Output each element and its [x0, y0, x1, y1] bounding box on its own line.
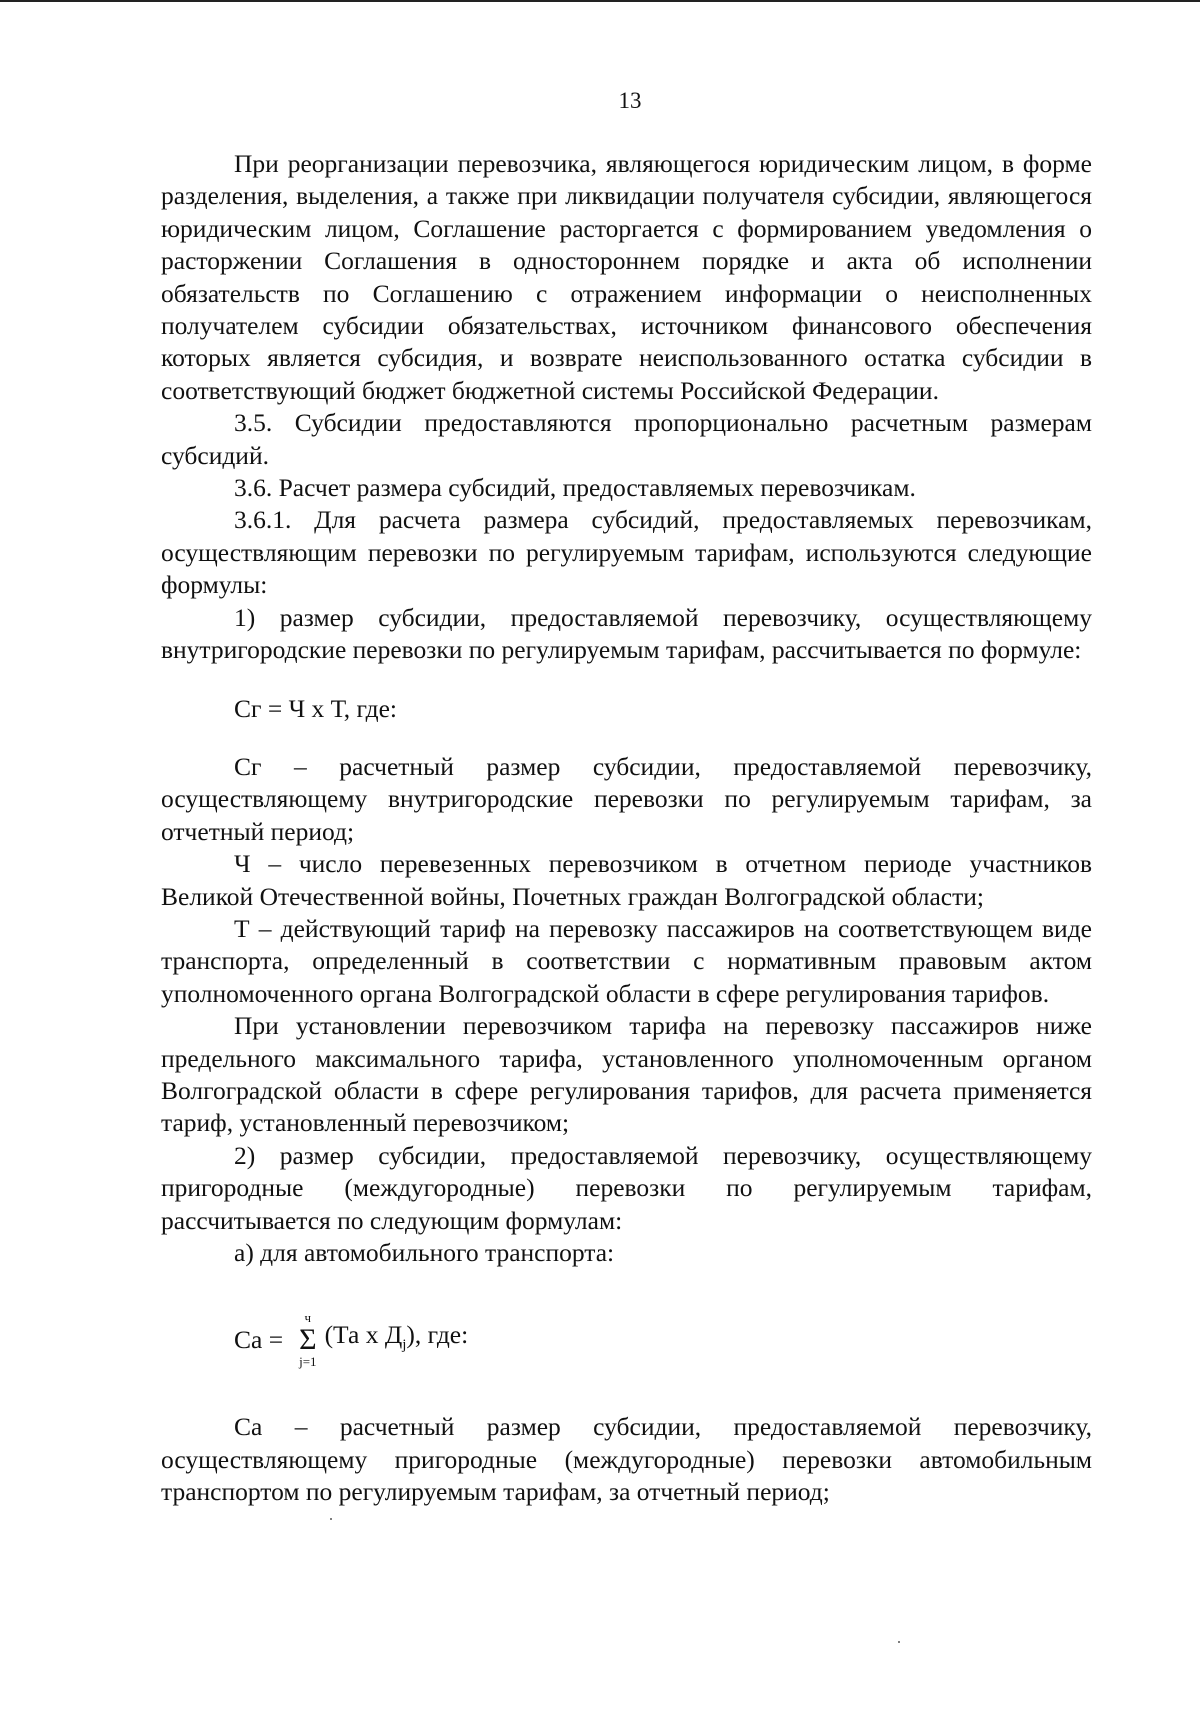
sigma-icon: Σ: [299, 1323, 317, 1357]
sum-lower-limit: j=1: [299, 1354, 317, 1370]
formula-sa-body: [325, 1319, 469, 1362]
paragraph-sa-definition: Са – расчетный размер субсидии, предоставляемой перевозчику, осуществляющему пригородные (междугородные) перевозки автомобильным транспортом по регулируемым тарифам, за отчетный период;: [161, 1412, 1092, 1507]
paragraph-reorganization: При реорганизации перевозчика, являющегося юридическим лицом, в форме разделения, выделения, а также при ликвидации получателя субсидии, являющегося юридическим лицом, Соглашение расторгается с формированием уведомления о расторжении Соглашения в одностороннем порядке и акта об исполнении обязательств по Соглашению с отражением информации о неисполненных получателем субсидии обязательствах, источником финансового обеспечения которых является субсидия, и возврате неиспользованного остатка субсидии в соответствующий бюджет бюджетной системы Российской Федерации.: [161, 149, 1092, 405]
paragraph-item-2: 2) размер субсидии, предоставляемой перевозчику, осуществляющему пригородные (междугородные) перевозки по регулируемым тарифам, рассчитывается по следующим формулам:: [161, 1140, 1092, 1235]
scan-speck: [898, 1641, 900, 1643]
sum-upper-limit: ч: [304, 1310, 312, 1326]
paragraph-sg-definition: Сг – расчетный размер субсидии, предоставляемой перевозчику, осуществляющему внутригородские перевозки по регулируемым тарифам, за отчетный период;: [161, 751, 1092, 846]
page-number: 13: [618, 88, 642, 113]
formula-sa-left: Са =: [234, 1325, 284, 1355]
summation-symbol: [299, 1311, 316, 1369]
formula-sa-subscript: j: [402, 1337, 407, 1354]
scan-speck: [330, 1518, 332, 1520]
formula-sg: Сг = Ч х Т, где:: [234, 693, 398, 723]
paragraph-3-5: 3.5. Субсидии предоставляются пропорционально расчетным размерам субсидий.: [161, 408, 1092, 470]
formula-sa: [161, 1295, 1092, 1385]
document-body: [161, 148, 1092, 1509]
formula-sa-tail: ), где:: [406, 1320, 469, 1350]
paragraph-3-6: 3.6. Расчет размера субсидий, предоставляемых перевозчикам.: [234, 473, 916, 503]
paragraph-t-definition: Т – действующий тариф на перевозку пассажиров на соответствующем виде транспорта, определенный в соответствии с нормативным правовым актом уполномоченного органа Волгоградской области в сфере регулирования тарифов.: [161, 913, 1092, 1008]
formula-sa-term: (Та х Д: [324, 1320, 403, 1350]
paragraph-item-1: 1) размер субсидии, предоставляемой перевозчику, осуществляющему внутригородские перевозки по регулируемым тарифам, рассчитывается по формуле:: [161, 602, 1092, 665]
scan-top-edge: [0, 0, 1200, 2]
paragraph-item-2a: а) для автомобильного транспорта:: [234, 1238, 615, 1267]
paragraph-3-6-1: 3.6.1. Для расчета размера субсидий, предоставляемых перевозчикам, осуществляющим перевозки по регулируемым тарифам, используются следующие формулы:: [161, 505, 1092, 600]
paragraph-ch-definition: Ч – число перевезенных перевозчиком в отчетном периоде участников Великой Отечественной войны, Почетных граждан Волгоградской области;: [161, 849, 1092, 911]
paragraph-tariff-note: При установлении перевозчиком тарифа на перевозку пассажиров ниже предельного максимального тарифа, установленного уполномоченным органом Волгоградской области в сфере регулирования тарифов, для расчета применяется тариф, установленный перевозчиком;: [161, 1011, 1092, 1138]
